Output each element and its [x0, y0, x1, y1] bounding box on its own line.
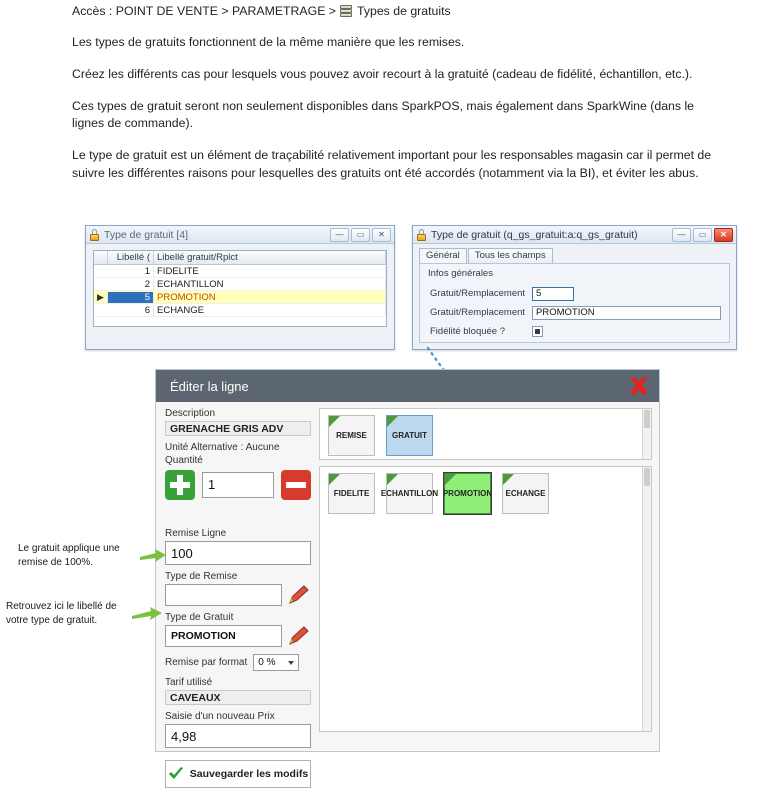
paragraph-4: Le type de gratuit est un élément de traçabilité relativement important pour les responsables magasin car il permet de suivre les différentes raisons pour lesquelles des gratuits ont été accordés (notamment via la BI), et éviter les abus.: [72, 148, 712, 181]
annotation-libelle: Retrouvez ici le libellé de votre type de gratuit.: [6, 601, 117, 626]
detail-panel: [419, 263, 730, 343]
annotation-remise-100: Le gratuit applique une remise de 100%.: [18, 543, 120, 568]
type-gratuit-row: [165, 625, 311, 647]
tile-label: ECHANTILLON: [380, 489, 439, 498]
row-id: 6: [108, 305, 154, 316]
scrollbar-thumb[interactable]: [644, 410, 650, 428]
dialog-body: [156, 402, 659, 780]
quantity-stepper: [165, 470, 311, 500]
chevron-down-icon: [288, 661, 294, 665]
tile-label: GRATUIT: [392, 431, 427, 440]
save-button-label: Sauvegarder les modifs: [189, 768, 309, 780]
lock-icon: [89, 229, 100, 241]
tile-echantillon[interactable]: [380, 473, 439, 514]
mode-zone-scrollbar[interactable]: [642, 409, 651, 459]
field-fidelite-bloquee: [430, 324, 721, 339]
description-label: Description: [165, 408, 216, 419]
close-icon[interactable]: [627, 374, 651, 398]
stack-icon: [340, 5, 353, 18]
field-gratuit-remplacement-code: [430, 286, 721, 301]
saisie-nouveau-prix-input[interactable]: 4,98: [165, 724, 311, 748]
type-gratuit-input[interactable]: PROMOTION: [165, 625, 282, 647]
document-text: [72, 4, 720, 197]
description-value: GRENACHE GRIS ADV: [165, 421, 311, 436]
maximize-button[interactable]: ▭: [693, 228, 712, 242]
tile-echange[interactable]: [502, 473, 549, 514]
list-window-buttons: [330, 228, 391, 242]
dialog-left-column: [165, 408, 311, 780]
detail-window-buttons: [672, 228, 733, 242]
saisie-nouveau-prix-label: Saisie d'un nouveau Prix: [165, 711, 275, 722]
row-id: 5: [108, 292, 154, 303]
list-window-title: Type de gratuit [4]: [104, 228, 189, 241]
tile-promotion[interactable]: [444, 473, 491, 514]
tile-label: ECHANGE: [505, 489, 546, 498]
close-button[interactable]: ✕: [714, 228, 733, 242]
quantity-minus-button[interactable]: [281, 470, 311, 500]
tarif-utilise-value: CAVEAUX: [165, 690, 311, 705]
row-label: PROMOTION: [154, 292, 386, 303]
group-label-infos-generales: Infos générales: [428, 268, 493, 279]
type-remise-label: Type de Remise: [165, 571, 238, 582]
gratuit-label-input[interactable]: PROMOTION: [532, 306, 721, 320]
grid-header-col-1: Libellé gratuit/Rplct: [154, 251, 386, 264]
tile-corner-marker: [387, 416, 398, 427]
tab-general[interactable]: Général: [419, 248, 467, 263]
pencil-icon[interactable]: [287, 625, 311, 647]
tile-corner-marker: [503, 474, 514, 485]
remise-par-format-row: [165, 654, 311, 671]
minimize-button[interactable]: —: [672, 228, 691, 242]
lock-icon: [416, 229, 427, 241]
mode-tiles: [320, 409, 651, 462]
tile-corner-marker: [387, 474, 398, 485]
tile-gratuit[interactable]: [386, 415, 433, 456]
remise-par-format-select[interactable]: [253, 654, 299, 671]
tile-label: PROMOTION: [442, 489, 493, 498]
annotation-arrow-1: [140, 548, 166, 564]
annotation-arrow-2: [132, 606, 162, 622]
editer-la-ligne-dialog: [155, 369, 660, 780]
grid-header-row: [94, 251, 386, 265]
fidelite-bloquee-checkbox[interactable]: [532, 326, 543, 337]
access-path-line: [72, 4, 720, 18]
close-button[interactable]: ✕: [372, 228, 391, 242]
table-row[interactable]: [94, 278, 386, 291]
paragraph-2: Créez les différents cas pour lesquels vous pouvez avoir recourt à la gratuité (cadeau de fidélité, échantillon, etc.).: [72, 66, 693, 81]
access-path-target: Types de gratuits: [357, 4, 451, 18]
save-button[interactable]: [165, 760, 311, 788]
table-row[interactable]: [94, 304, 386, 317]
remise-par-format-label: Remise par format: [165, 657, 248, 668]
paragraph-1: Les types de gratuits fonctionnent de la même manière que les remises.: [72, 35, 465, 49]
type-remise-input[interactable]: [165, 584, 282, 606]
quantite-label: Quantité: [165, 455, 203, 466]
type-tiles: [320, 467, 651, 520]
dialog-right-column: [319, 408, 652, 745]
pencil-icon[interactable]: [287, 584, 311, 606]
tarif-utilise-label: Tarif utilisé: [165, 677, 213, 688]
row-label: ECHANTILLON: [154, 279, 386, 290]
quantity-plus-button[interactable]: [165, 470, 195, 500]
access-path-prefix: Accès : POINT DE VENTE > PARAMETRAGE >: [72, 4, 336, 18]
grid-header-col-0: Libellé (: [108, 251, 154, 264]
quantity-input[interactable]: 1: [202, 472, 274, 498]
tab-tous-les-champs[interactable]: Tous les champs: [468, 248, 553, 263]
remise-ligne-label: Remise Ligne: [165, 528, 227, 539]
type-gratuit-detail-window: [412, 225, 737, 350]
check-icon: [168, 767, 184, 781]
field-label: Fidélité bloquée ?: [430, 326, 505, 337]
type-tiles-zone: [319, 466, 652, 732]
tile-remise[interactable]: [328, 415, 375, 456]
type-gratuit-grid[interactable]: [93, 250, 387, 327]
field-label: Gratuit/Remplacement: [430, 307, 526, 318]
maximize-button[interactable]: ▭: [351, 228, 370, 242]
type-gratuit-label: Type de Gratuit: [165, 612, 234, 623]
tile-corner-marker: [329, 416, 340, 427]
remise-par-format-value: 0 %: [258, 656, 276, 668]
paragraph-3: Ces types de gratuit seront non seulement disponibles dans SparkPOS, mais également dans SparkWine (dans le lignes de commande).: [72, 98, 695, 131]
grid-header-selector: [94, 251, 108, 264]
tile-label: FIDELITE: [333, 489, 370, 498]
detail-window-titlebar[interactable]: [413, 226, 736, 244]
tile-corner-marker: [329, 474, 340, 485]
table-row[interactable]: [94, 265, 386, 278]
detail-tabs: [419, 248, 730, 263]
row-label: ECHANGE: [154, 305, 386, 316]
table-row-selected[interactable]: [94, 291, 386, 304]
tile-corner-marker: [445, 474, 456, 485]
row-id: 1: [108, 266, 154, 277]
detail-window-title: Type de gratuit (q_gs_gratuit:a:q_gs_gratuit): [431, 228, 638, 241]
tile-fidelite[interactable]: [328, 473, 375, 514]
list-window-titlebar[interactable]: [86, 226, 394, 244]
scrollbar-thumb[interactable]: [644, 468, 650, 486]
dialog-header: [156, 370, 659, 402]
gratuit-code-input[interactable]: 5: [532, 287, 574, 301]
type-remise-row: [165, 584, 311, 606]
row-id: 2: [108, 279, 154, 290]
tile-label: REMISE: [336, 431, 367, 440]
row-label: FIDELITE: [154, 266, 386, 277]
minimize-button[interactable]: —: [330, 228, 349, 242]
dialog-title: Éditer la ligne: [170, 378, 249, 394]
unite-alternative-label: Unité Alternative : Aucune: [165, 442, 280, 453]
field-gratuit-remplacement-label: [430, 305, 721, 320]
type-zone-scrollbar[interactable]: [642, 467, 651, 731]
mode-tiles-zone: [319, 408, 652, 460]
type-gratuit-list-window: [85, 225, 395, 350]
field-label: Gratuit/Remplacement: [430, 288, 526, 299]
remise-ligne-input[interactable]: 100: [165, 541, 311, 565]
row-selector: ▶: [94, 292, 108, 303]
